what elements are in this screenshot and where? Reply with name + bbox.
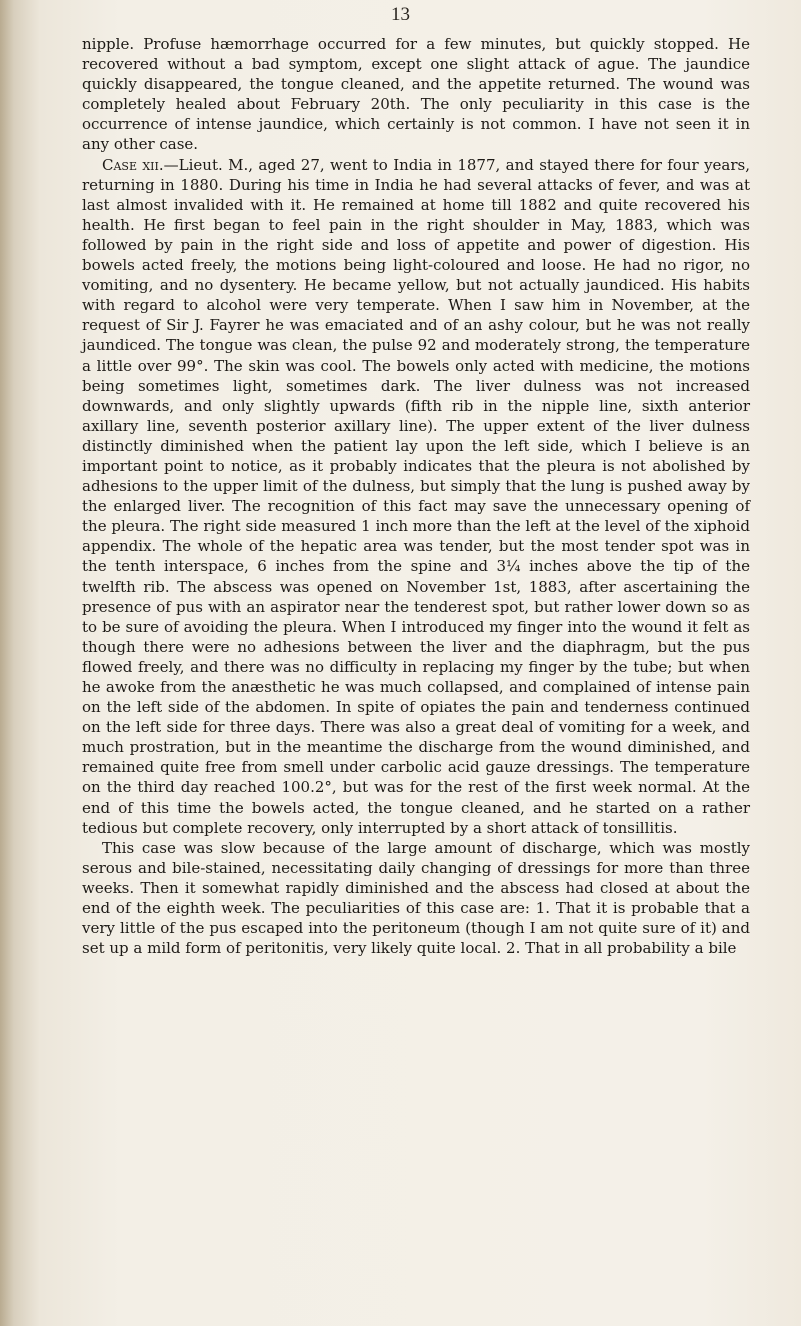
paragraph-1	[82, 34, 750, 155]
case-heading: Case xii.	[102, 155, 164, 174]
paragraph-case-xii	[82, 155, 750, 838]
paragraph-2-text: —Lieut. M., aged 27, went to India in 1877, and stayed there for four years, returning in 1880. During his time in India he had several attacks of fever, and was at last almost invalided with it. He remained at home till 1882 and quite recovered his health. He first began to feel pain in the right shoulder in May, 1883, which was followed by pain in the right side and loss of appetite and power of digestion. His bowels acted freely, the motions being light-coloured and loose. He had no rigor, no vomiting, and no dysentery. He became yellow, but not actually jaundiced. His habits with regard to alcohol were very temperate. When I saw him in November, at the request of Sir J. Fayrer he was emaciated and of an ashy colour, but he was not really jaundiced. The tongue was clean, the pulse 92 and moderately strong, the temperature a little over 99°. The skin was cool. The bowels only acted with medicine, the motions being sometimes light, sometimes dark. The liver dulness was not increased downwards, and only slightly upwards (fifth rib in the nipple line, sixth anterior axillary line, seventh posterior axillary line). The upper extent of the liver dulness distinctly diminished when the patient lay upon the left side, which I believe is an important point to notice, as it probably indicates that the pleura is not abolished by adhesions to the upper limit of the dulness, but simply that the lung is pushed away by the enlarged liver. The recognition of this fact may save the unnecessary opening of the pleura. The right side measured 1 inch more than the left at the level of the xiphoid appendix. The whole of the hepatic area was tender, but the most tender spot was in the tenth interspace, 6 inches from the spine and 3¼ inches above the tip of the twelfth rib. The abscess was opened on November 1st, 1883, after ascertaining the presence of pus with an aspirator near the tenderest spot, but rather lower down so as to be sure of avoiding the pleura. When I introduced my finger into the wound it felt as though there were no adhesions between the liver and the diaphragm, but the pus flowed freely, and there was no difficulty in replacing my finger by the tube; but when he awoke from the anæsthetic he was much collapsed, and complained of intense pain on the left side of the abdomen. In spite of opiates the pain and tenderness continued on the left side for three days. There was also a great deal of vomiting for a week, and much prostration, but in the meantime the discharge from the wound diminished, and remained quite free from smell under carbolic acid gauze dressings. The temperature on the third day reached 100.2°, but was for the rest of the first week normal. At the end of this time the bowels acted, the tongue cleaned, and he started on a rather tedious but complete recovery, only interrupted by a short attack of tonsillitis.	[82, 155, 751, 837]
page-number: 13	[391, 4, 410, 25]
paragraph-3-text: This case was slow because of the large amount of discharge, which was mostly serous and bile-stained, necessitating daily changing of dressings for more than three weeks. Then it somewhat rapidly diminished and the abscess had closed at about the end of the eighth week. The peculiarities of this case are: 1. That it is probable that a very little of the pus escaped into the peritoneum (though I am not quite sure of it) and set up a mild form of peritonitis, very likely quite local. 2. That in all probability a bile	[82, 838, 750, 958]
paragraph-3	[82, 838, 750, 959]
paragraph-1-text: nipple. Profuse hæmorrhage occurred for a few minutes, but quickly stopped. He recovered without a bad symptom, except one slight attack of ague. The jaundice quickly disappeared, the tongue cleaned, and the appetite returned. The wound was completely healed about February 20th. The only peculiarity in this case is the occurrence of intense jaundice, which certainly is not common. I have not seen it in any other case.	[82, 35, 750, 154]
body-text	[82, 34, 750, 958]
